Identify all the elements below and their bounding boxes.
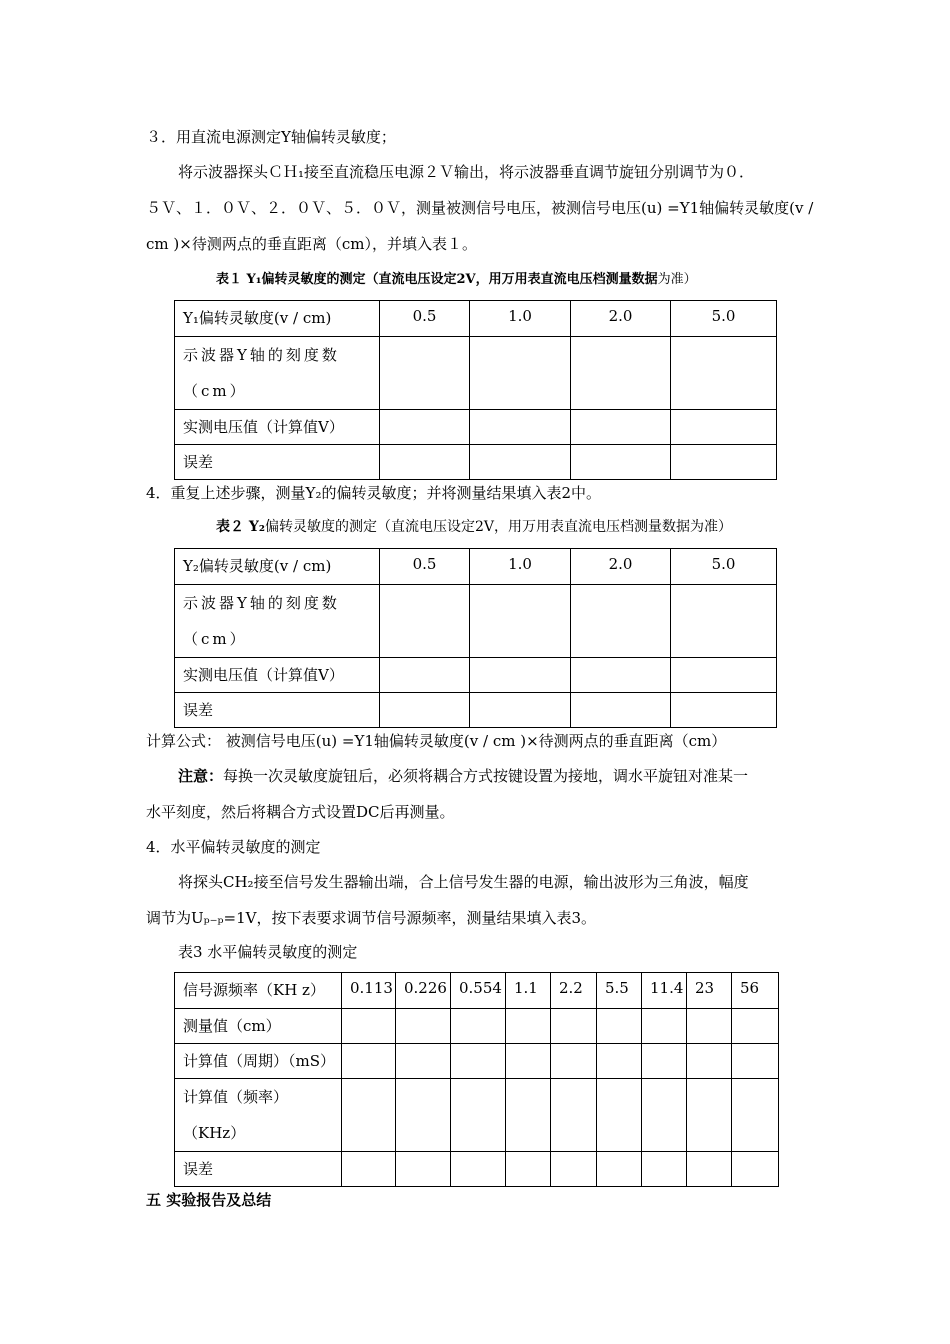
table3-col: 0.226 xyxy=(396,973,451,1009)
table3-cell[interactable] xyxy=(506,1009,551,1044)
table1-cell[interactable] xyxy=(380,410,470,445)
table1-row-label: 误差 xyxy=(175,445,380,480)
table1-row-label: 示波器Y轴的刻度数（cm） xyxy=(175,337,380,410)
table1-cell[interactable] xyxy=(571,445,671,480)
table3-cell[interactable] xyxy=(506,1152,551,1187)
table2-cell[interactable] xyxy=(380,658,470,693)
table3 xyxy=(174,972,779,1187)
table1-cell[interactable] xyxy=(470,410,571,445)
table3-cell[interactable] xyxy=(396,1079,451,1152)
table3-cell[interactable] xyxy=(687,1079,732,1152)
table3-cell[interactable] xyxy=(342,1079,396,1152)
table1-cell[interactable] xyxy=(380,337,470,410)
table3-cell[interactable] xyxy=(551,1079,597,1152)
table1-cell[interactable] xyxy=(571,337,671,410)
table3-cell[interactable] xyxy=(732,1152,779,1187)
table2-header-label: Y₂偏转灵敏度(v / cm) xyxy=(175,549,380,585)
table2-caption xyxy=(216,518,732,536)
table1-caption-bold: 表１ Y₁偏转灵敏度的测定（直流电压设定2V，用万用表直流电压档测量数据 xyxy=(216,272,658,287)
section5-heading: 五 实验报告及总结 xyxy=(146,1191,272,1209)
table3-col: 0.554 xyxy=(451,973,506,1009)
table1-cell[interactable] xyxy=(671,445,777,480)
step4a-text: 4．重复上述步骤，测量Y₂的偏转灵敏度；并将测量结果填入表2中。 xyxy=(146,484,602,502)
table3-cell[interactable] xyxy=(687,1152,732,1187)
table1-cell[interactable] xyxy=(571,410,671,445)
table3-cell[interactable] xyxy=(597,1044,642,1079)
table3-cell[interactable] xyxy=(506,1079,551,1152)
table2-col: 2.0 xyxy=(571,549,671,585)
table2-caption-rest: 偏转灵敏度的测定（直流电压设定2V，用万用表直流电压档测量数据为准） xyxy=(265,519,733,535)
table3-cell[interactable] xyxy=(551,1009,597,1044)
table2-cell[interactable] xyxy=(470,658,571,693)
table3-cell[interactable] xyxy=(597,1152,642,1187)
table3-cell[interactable] xyxy=(342,1152,396,1187)
table3-cell[interactable] xyxy=(451,1009,506,1044)
table3-cell[interactable] xyxy=(396,1044,451,1079)
table2-cell[interactable] xyxy=(671,585,777,658)
table2-cell[interactable] xyxy=(671,658,777,693)
table2-cell[interactable] xyxy=(571,693,671,728)
table3-row-label: 计算值（频率）（KHz） xyxy=(175,1079,342,1152)
table3-col: 1.1 xyxy=(506,973,551,1009)
table1-cell[interactable] xyxy=(380,445,470,480)
step4b-line2: 调节为Uₚ₋ₚ=1V，按下表要求调节信号源频率，测量结果填入表3。 xyxy=(146,909,597,927)
table2-row-label: 误差 xyxy=(175,693,380,728)
table1-caption-rest: 为准） xyxy=(657,272,697,287)
table3-cell[interactable] xyxy=(396,1152,451,1187)
step4b-line1: 将探头CH₂接至信号发生器输出端，合上信号发生器的电源，输出波形为三角波，幅度 xyxy=(178,873,749,891)
table3-cell[interactable] xyxy=(687,1009,732,1044)
table1-col: 1.0 xyxy=(470,301,571,337)
step3-line2: ５Ｖ、１．０Ｖ、２．０Ｖ、５．０Ｖ，测量被测信号电压，被测信号电压(u) =Y1轴偏转灵敏度(v / xyxy=(146,199,814,217)
table1-col: 5.0 xyxy=(671,301,777,337)
table3-cell[interactable] xyxy=(551,1044,597,1079)
formula-text: 计算公式： 被测信号电压(u) =Y1轴偏转灵敏度(v / cm )×待测两点的垂直距离（cm） xyxy=(146,732,727,750)
table2-cell[interactable] xyxy=(671,693,777,728)
table2-row-label: 示波器Y轴的刻度数（cm） xyxy=(175,585,380,658)
table1-caption xyxy=(216,271,697,289)
table1-cell[interactable] xyxy=(671,410,777,445)
table3-cell[interactable] xyxy=(732,1009,779,1044)
table2-cell[interactable] xyxy=(380,585,470,658)
note-line1 xyxy=(178,766,748,786)
table3-cell[interactable] xyxy=(687,1044,732,1079)
table3-cell[interactable] xyxy=(342,1009,396,1044)
table3-col: 0.113 xyxy=(342,973,396,1009)
table1-header-label: Y₁偏转灵敏度(v / cm) xyxy=(175,301,380,337)
table3-cell[interactable] xyxy=(732,1044,779,1079)
table3-cell[interactable] xyxy=(732,1079,779,1152)
table1-col: 0.5 xyxy=(380,301,470,337)
table3-cell[interactable] xyxy=(451,1079,506,1152)
table1-col: 2.0 xyxy=(571,301,671,337)
table3-cell[interactable] xyxy=(396,1009,451,1044)
table1-row-label: 实测电压值（计算值V） xyxy=(175,410,380,445)
table1-cell[interactable] xyxy=(470,445,571,480)
table2-cell[interactable] xyxy=(470,693,571,728)
table1-cell[interactable] xyxy=(671,337,777,410)
table2-row-label: 实测电压值（计算值V） xyxy=(175,658,380,693)
table3-col: 5.5 xyxy=(597,973,642,1009)
table3-col: 56 xyxy=(732,973,779,1009)
table1-cell[interactable] xyxy=(470,337,571,410)
table3-cell[interactable] xyxy=(551,1152,597,1187)
table3-col: 11.4 xyxy=(642,973,687,1009)
table2-caption-bold: 表２ Y₂ xyxy=(216,519,265,535)
table3-cell[interactable] xyxy=(597,1009,642,1044)
table2 xyxy=(174,548,777,728)
table3-cell[interactable] xyxy=(642,1152,687,1187)
table2-col: 5.0 xyxy=(671,549,777,585)
step3-line3: cm )×待测两点的垂直距离（cm），并填入表１。 xyxy=(146,235,477,253)
table2-cell[interactable] xyxy=(571,585,671,658)
table3-col: 23 xyxy=(687,973,732,1009)
table3-cell[interactable] xyxy=(642,1079,687,1152)
table3-cell[interactable] xyxy=(342,1044,396,1079)
table3-col: 2.2 xyxy=(551,973,597,1009)
table1 xyxy=(174,300,777,480)
note-text: 每换一次灵敏度旋钮后，必须将耦合方式按键设置为接地，调水平旋钮对准某一 xyxy=(223,767,749,785)
table3-row-label: 测量值（cm） xyxy=(175,1009,342,1044)
note-label: 注意： xyxy=(178,767,224,785)
table3-caption: 表3 水平偏转灵敏度的测定 xyxy=(178,943,358,961)
table2-cell[interactable] xyxy=(571,658,671,693)
table3-cell[interactable] xyxy=(451,1152,506,1187)
table3-cell[interactable] xyxy=(642,1009,687,1044)
table2-col: 0.5 xyxy=(380,549,470,585)
table3-cell[interactable] xyxy=(506,1044,551,1079)
table3-row-label: 计算值（周期）（mS） xyxy=(175,1044,342,1079)
table2-cell[interactable] xyxy=(380,693,470,728)
table2-col: 1.0 xyxy=(470,549,571,585)
table3-row-label: 误差 xyxy=(175,1152,342,1187)
step3-heading: ３．用直流电源测定Y轴偏转灵敏度； xyxy=(146,128,396,146)
table3-cell[interactable] xyxy=(642,1044,687,1079)
table3-cell[interactable] xyxy=(451,1044,506,1079)
step4b-heading: 4．水平偏转灵敏度的测定 xyxy=(146,838,321,856)
table3-header-label: 信号源频率（KH z） xyxy=(175,973,342,1009)
step3-line1: 将示波器探头ＣＨ₁接至直流稳压电源２Ｖ输出，将示波器垂直调节旋钮分别调节为０． xyxy=(178,163,755,181)
table2-cell[interactable] xyxy=(470,585,571,658)
note-line2: 水平刻度，然后将耦合方式设置DC后再测量。 xyxy=(146,803,455,821)
table3-cell[interactable] xyxy=(597,1079,642,1152)
